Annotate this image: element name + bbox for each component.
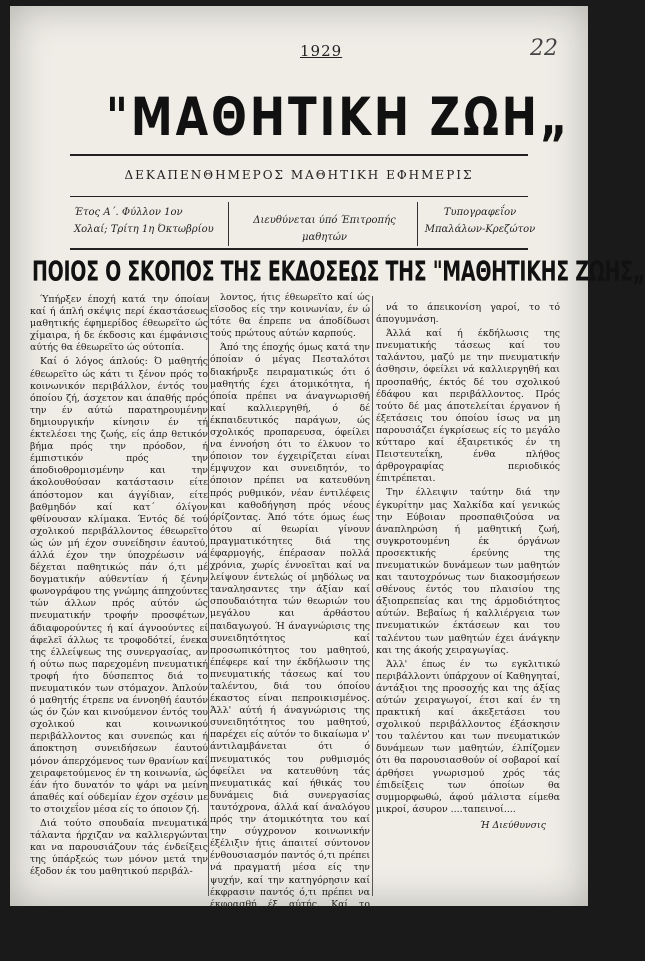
- signature: Ή Διεύθυνσις: [479, 819, 546, 831]
- paragraph: Ύπήρξεν έποχή κατά την όποίαν καί ή άπλή σκέψις περί έκαστάσεως μαθητικής έφημερίδος έθεωρεϊτο ώς χίμαιρα, ή δε έκδοσις και έμφάνισις αύτής θα έθεωρεϊτο ώς ούτοπία.: [30, 294, 208, 354]
- article-column-2: [210, 292, 370, 961]
- issue-year-line: Έτος Α΄. Φύλλον 1ον: [74, 207, 183, 218]
- issue-info: [74, 204, 224, 238]
- paragraph: Την έλλειψιν ταύτην διά την έγκυρίτην μας Χαλκίδα καί γενικώς την Εύβοιαν προσπαθιζούσα να άναπληρώση ή μαθητική ζωή, συγκροτουμένη έκ όργάνων προσεκτικής έρεύνης της πνευματικών δυνάμεων των μαθητών και ταυτοχρόνως των διακοσμήσεων σθένους έντός του πλαισίου της άξιοπρεπείας και της άρμοδιότητος αύτών. Βεβαίως ή καλλιέργεια των πνευματικών έκτάσεων και του ταλέντου των μαθητών έχει άνάγκην και της άκοής χειραγωγίας.: [376, 487, 560, 656]
- editorial-direction: Διευθύνεται ύπό Έπιτροπής μαθητών: [253, 215, 396, 243]
- paragraph: Άλλά καί ή έκδήλωσις της πνευματικής τάσεως καί του ταλάντου, μαζύ με την πνευματικήν άσθησιν, όφείλει νά καλλιεργηθή και προσπαθής, έκτός δέ του σχολικού έδάφου και περιβάλλοντος. Πρός τούτο δέ μας άποτελείται έργανον ή έξετάσεις του όποίου ίσως να μη παρουσιάζει έγκρίσεως είς το μεγάλο κύτταρο καί έξαιρετικός έν τη Πειστευτεΐκη, ένθα πλήθος άρθρογραφίας περιοδικός έπιτρέπεται.: [376, 328, 560, 485]
- column-separator: [372, 296, 373, 896]
- article-column-1: [30, 294, 208, 881]
- info-separator: [228, 202, 229, 246]
- paragraph: Διά τούτο σπουδαία πνευματικά τάλαντα ήρχιζαν να καλλιεργώνται και να παρουσιάζουν τάς ένδείξεις της ύπάρξεώς των μόνον μετά την έξοδον έκ του μαθητικού περιβάλ-: [30, 818, 208, 878]
- year-handwritten: 1929: [300, 42, 343, 60]
- paragraph: νά το άπεικονίση γαροί, το τό άπογυμνάση.: [376, 302, 560, 326]
- masthead-subtitle: ΔΕΚΑΠΕΝΘΗΜΕΡΟΣ ΜΑΘΗΤΙΚΗ ΕΦΗΜΕΡΙΣ: [124, 168, 474, 182]
- info-separator: [417, 202, 418, 246]
- newspaper-page: [10, 6, 645, 959]
- divider-rule: [70, 154, 528, 156]
- divider-rule: [70, 196, 528, 197]
- paragraph: Άλλ' έπως έν τω εγκλιτικώ περιβάλλοντι ύπάρχουν οί Καθηγηταί, άντάξιοι της προσοχής και της άξίας αύτών χειραγωγοί, έτσι καί έν τη πρακτική καί άκεξετάσει του σχολικού περιβάλλοντος έξάσκησιν του ταλέντου και των πνευματικών δυνάμεων των μαθητών, έλπίζομεν ότι θα παρουσιασθούν οί σοβαροί καί άρθήσει γνωρισμού χρός τάς έπιδείξεις των όποίων θα συμμορφωθώ, άφού μάλιστα είμεθα μικροί, άσυρον ....ταπεινοί....: [376, 658, 560, 815]
- paragraph: Άπό της έποχής όμως κατά την όποίαν ό μέγας Πεσταλότσι διακήρυξε πειραματικώς ότι ό μαθητής έχει άτομικότητα, ή όποία πρέπει να άναγνωρισθή καί καλλιεργηθή, ό δέ έκπαιδευτικός παράγων, ώς σχολικός προπαρευσα, όφείλει να έννοήση ότι το έλκυον το όποιον τον έγχειρίζεται είναι έμψυχον και συνειδητόν, το όποιον πρέπει να κατευθύνη πρός ρυθμικόν, νέαν έντιλέφεις και καθοδήγηση πρός νέους όρίζοντας. Άπό τότε όμως έως ότου αί θεωρίαι γίνουν πραγματικότητες διά της έφαρμογής, έπέρασαν πολλά χρόνια, χωρίς έννοεϊται καί να λείψουν έντελώς οί μηδόλως να ταναλησαντες την άξίαν καί σπουδαιότητα τών θεωριών του μεγάλου και άρθάστου παιδαγωγού. Ή άναγνώρισις της συνειδητότητος καί προσωπικότητος του μαθητού, έπέφερε καί την έκδήλωσιν της πνευματικής τάσεως καί του ταλέντου, διά του όποίου έκαστος είναι πεπροικισμένος. Άλλ' αύτή ή άναγνώρισις της συνειδητότητος του μαθητού, παρέχει είς αύτόν το δικαίωμα ν' άντιλαμβάνεται ότι ό πνευματικός του ρυθμισμός όφείλει να κατευθύνη τάς πνευματικάς καί ήθικάς του δυνάμεις διά συνεργασίας ταυτόχρονα, άλλά καί άναλόγου πρός την άτομικότητα του καί την σύγχρονον κοινωνικήν έξέλιξιν ήτις άπαιτεί σύντονον ένθουσιασμόν παντός ό,τι πρέπει νά πραγματή μέσα είς την ψυχήν, καί την κατηγόρησιν καί έκφρασιν παντός ό,τι πρέπει να έκφρασθή έξ αύτής. Καί το δικαίωμα το όποιον παρέχει είς αύτόν ή άναγνώρισις της συνειδητότητος αύτού, νομίζει ότι πρέπει: [210, 342, 370, 959]
- paragraph: λοντος, ήτις έθεωρεϊτο καί ώς εϊσοδος είς την κοινωνίαν, έν ώ τότε θα έπρεπε να άποδίδωσι τούς πρώτους αύτών καρπούς.: [210, 292, 370, 340]
- column-separator: [208, 296, 209, 896]
- divider-rule: [70, 248, 528, 250]
- page-number-handwritten: 22: [530, 36, 558, 61]
- printer-line-1: Τυπογραφεΐον: [443, 207, 517, 218]
- article-column-3: [376, 302, 560, 832]
- masthead-title: "ΜΑΘΗΤΙΚΗ ΖΩΗ„: [106, 86, 571, 148]
- issue-date-line: Χολαί; Τρίτη 1η Όκτωβρίου: [74, 224, 214, 235]
- printer-info: [420, 204, 540, 238]
- paragraph: Καί ό λόγος άπλούς: Ό μαθητής έθεωρεϊτο ώς κάτι τι ξένον πρός το κοινωνικόν περιβάλλον, έντός του όποίου ζή, άσχετον και άπαθής πρός την έν αύτώ παρατηρουμένην δημιουργικήν κίνησιν έν τή έκτελέσει της ζωής, είς άπρ θετικόν βήμα πρός την πρόοδον, ή έμπιστικόν πρός την άποδιοθρομισμένην και την άκολουθούσαν κατάστασιν είτε άπόστομον και άγγίδιαν, είτε βαθμηδόν καί κατ΄ όλίγον φθίνουσαν κλίμακα. Έντός δέ τού σχολικού περιβάλλοντος έθεωρεϊτο ώς ών μή έχον συνείδησιν έαυτού, άλλά έχον την ύποχρέωσιν νά δέχεται παθητικώς πάν ό,τι μέ δογματικήν αύθεντίαν ή ξένην φωνογράφου της γνώμης άπηχούντες τών άλλων πρός αύτόν ώς πνευματικήν τροφήν προσφέτων, άδιαφορούντες ή καί άγνοούντες εί άφελεϊ άλλως τε τροφοδότεί, ένεκα της έλλείψεως της συνεργασίας, αν ή ούτω πως παρεχομένη πνευματική τροφή ήτο δύσπεπτος διά το πνευματικόν των στόμαχον. Άπλούν ό μαθητής έτρεπε να έννοηθή έαυτόν ώς όν ζών και κινούμενον έντός του σχολικού και κοινωνικού περιβάλλοντος και συνεπώς και ή άποκτηση συνειδήσεων έαυτού μόνον άπερχόμενος των θρανίων καί χειραφετούμενος έν τη κοινωνία, ώς έάν ήτο δυνατόν το ψάρι να μείνη άπαθές καί ούδεμίαν έχον σχέσιν με το στοιχεΐον μέσα είς το όποιον ζή.: [30, 356, 208, 815]
- printer-line-2: Μπαλάλων-Κρεζώτον: [424, 224, 536, 235]
- article-headline: ΠΟΙΟΣ Ο ΣΚΟΠΟΣ ΤΗΣ ΕΚΔΟΣΕΩΣ ΤΗΣ "ΜΑΘΗΤΙΚΗΣ ΖΩΗΣ„: [32, 256, 645, 288]
